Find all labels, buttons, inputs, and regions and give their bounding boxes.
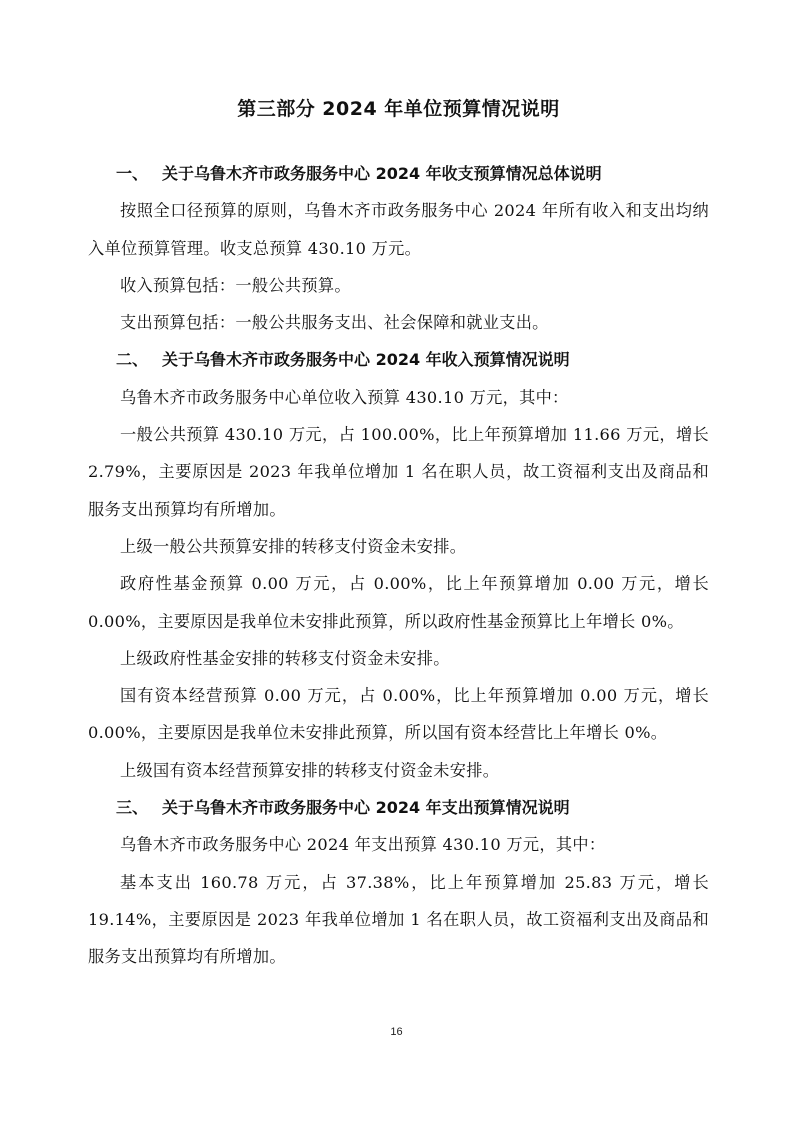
paragraph: 政府性基金预算 0.00 万元，占 0.00%，比上年预算增加 0.00 万元，增长 0.00%，主要原因是我单位未安排此预算，所以政府性基金预算比上年增长 0%。 [88,574,709,631]
paragraph: 按照全口径预算的原则，乌鲁木齐市政务服务中心 2024 年所有收入和支出均纳入单位预算管理。收支总预算 430.10 万元。 [88,201,709,258]
section-heading [88,789,709,826]
section-number: 三、 [116,798,149,818]
section-heading-text: 关于乌鲁木齐市政务服务中心 2024 年支出预算情况说明 [162,798,570,818]
paragraph: 国有资本经营预算 0.00 万元，占 0.00%，比上年预算增加 0.00 万元，增长 0.00%，主要原因是我单位未安排此预算，所以国有资本经营比上年增长 0%。 [88,686,709,743]
paragraph: 上级国有资本经营预算安排的转移支付资金未安排。 [120,760,500,780]
section-2 [88,341,709,789]
section-heading-text: 关于乌鲁木齐市政务服务中心 2024 年收支预算情况总体说明 [162,164,602,183]
paragraph: 乌鲁木齐市政务服务中心单位收入预算 430.10 万元，其中： [120,387,569,407]
paragraph: 上级政府性基金安排的转移支付资金未安排。 [120,648,450,668]
paragraph: 支出预算包括：一般公共服务支出、社会保障和就业支出。 [120,313,549,333]
page-number: 16 [390,1026,403,1038]
paragraph: 乌鲁木齐市政务服务中心 2024 年支出预算 430.10 万元，其中： [120,835,606,855]
section-number: 一、 [116,164,149,183]
section-heading [88,341,709,378]
paragraph: 基本支出 160.78 万元，占 37.38%，比上年预算增加 25.83 万元，增长 19.14%，主要原因是 2023 年我单位增加 1 名在职人员，故工资福利支出及商品和服务支出预算均有所增加。 [88,872,709,967]
section-heading-text: 关于乌鲁木齐市政务服务中心 2024 年收入预算情况说明 [162,350,570,370]
section-1 [88,155,709,341]
section-heading [88,155,709,192]
section-3 [88,789,709,975]
paragraph: 收入预算包括：一般公共预算。 [120,275,351,295]
paragraph: 一般公共预算 430.10 万元，占 100.00%，比上年预算增加 11.66 万元，增长 2.79%，主要原因是 2023 年我单位增加 1 名在职人员，故工资福利支出及商品和服务支出预算均有所增加。 [88,425,709,519]
section-number: 二、 [116,350,149,370]
page-title: 第三部分 2024 年单位预算情况说明 [237,98,560,120]
paragraph: 上级一般公共预算安排的转移支付资金未安排。 [120,536,467,556]
